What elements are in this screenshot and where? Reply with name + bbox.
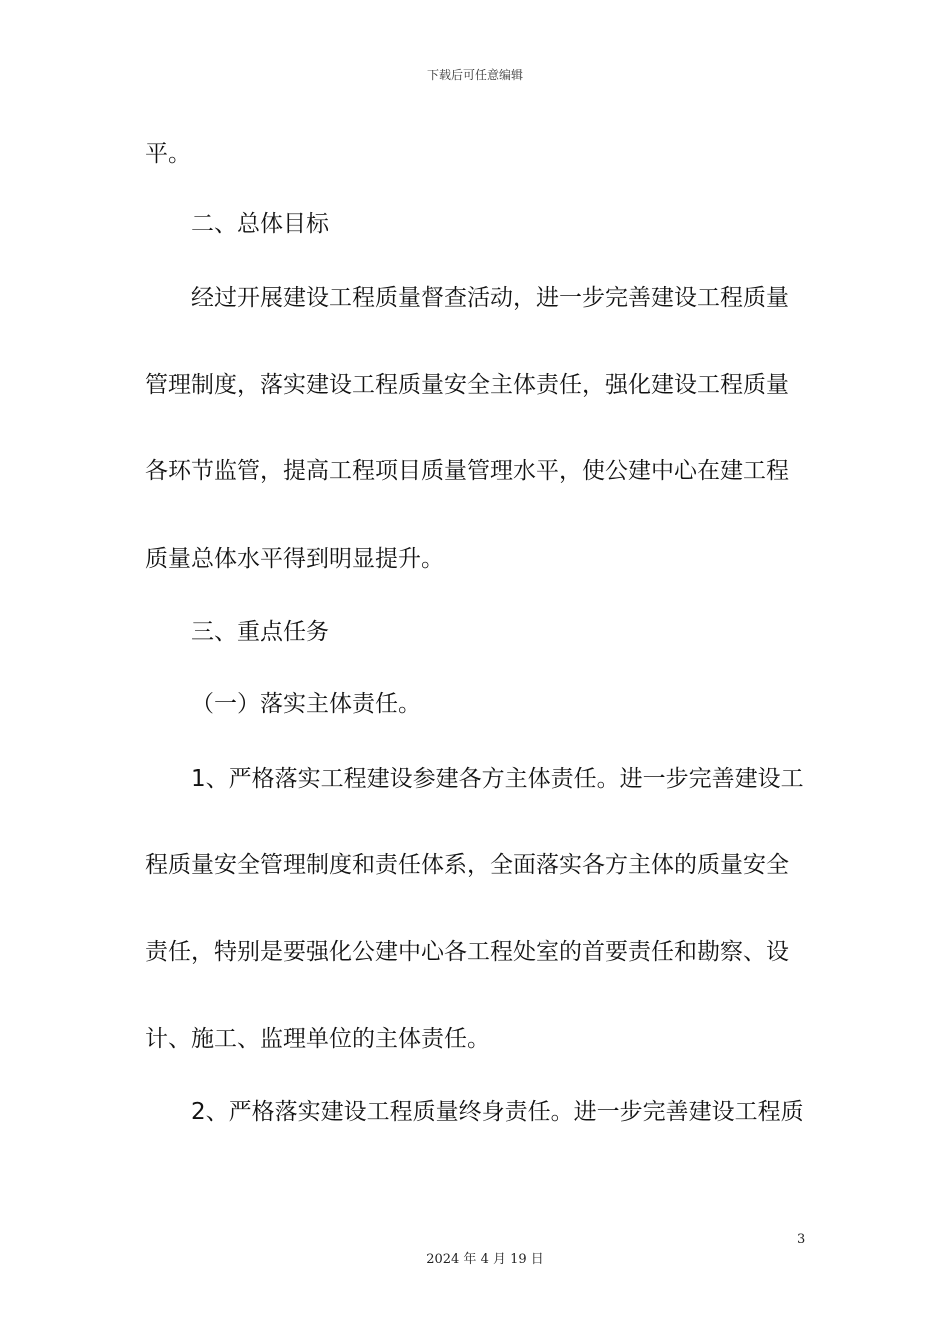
text-line-continuation: 平。 bbox=[145, 141, 191, 167]
page-header: 下载后可任意编辑 bbox=[426, 68, 523, 82]
paragraph-line: 程质量安全管理制度和责任体系，全面落实各方主体的质量安全 bbox=[145, 852, 789, 878]
paragraph-line: 2、严格落实建设工程质量终身责任。进一步完善建设工程质 bbox=[191, 1099, 804, 1125]
paragraph-line: 质量总体水平得到明显提升。 bbox=[145, 546, 444, 572]
paragraph-line: 管理制度，落实建设工程质量安全主体责任，强化建设工程质量 bbox=[145, 372, 789, 398]
paragraph-line: 经过开展建设工程质量督查活动，进一步完善建设工程质量 bbox=[191, 285, 789, 311]
paragraph-line: 计、施工、监理单位的主体责任。 bbox=[145, 1026, 490, 1052]
paragraph-line: 各环节监管，提高工程项目质量管理水平，使公建中心在建工程 bbox=[145, 458, 789, 484]
section-heading-overall-goal: 二、总体目标 bbox=[191, 211, 329, 237]
subsection-heading: （一）落实主体责任。 bbox=[191, 691, 421, 717]
section-heading-key-tasks: 三、重点任务 bbox=[191, 619, 329, 645]
paragraph-line: 1、严格落实工程建设参建各方主体责任。进一步完善建设工 bbox=[191, 766, 804, 792]
page-number: 3 bbox=[797, 1232, 806, 1247]
paragraph-line: 责任，特别是要强化公建中心各工程处室的首要责任和勘察、设 bbox=[145, 939, 789, 965]
footer-date: 2024 年 4 月 19 日 bbox=[426, 1252, 544, 1267]
